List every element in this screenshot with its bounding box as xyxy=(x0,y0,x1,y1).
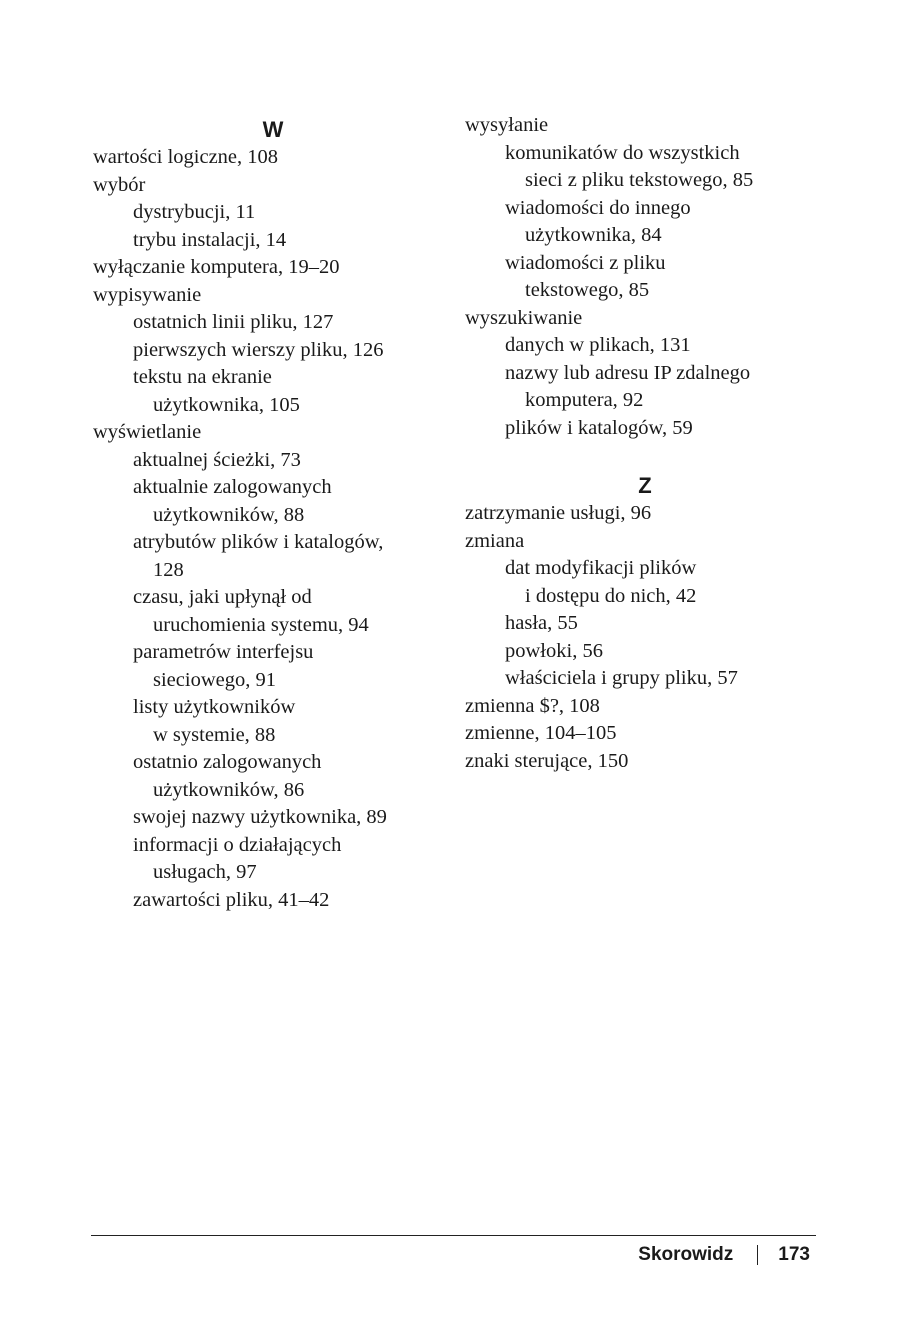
index-entry: powłoki, 56 xyxy=(505,639,603,662)
index-entries-right-top xyxy=(465,112,825,442)
index-entry: czasu, jaki upłynął od xyxy=(133,586,312,608)
index-entry: tekstu na ekranie xyxy=(133,366,272,388)
index-entry: 128 xyxy=(153,558,184,581)
index-entry: wyświetlanie xyxy=(93,421,202,443)
index-entry: wyszukiwanie xyxy=(465,306,583,329)
index-entry: usługach, 97 xyxy=(153,861,257,883)
index-letter-heading: W xyxy=(262,117,284,142)
index-entry: wybór xyxy=(93,173,146,196)
index-letter-heading: Z xyxy=(638,473,652,498)
index-entry: wiadomości z pliku xyxy=(505,251,666,274)
index-entry: użytkowników, 88 xyxy=(153,503,305,526)
index-entry: wyłączanie komputera, 19–20 xyxy=(93,256,340,278)
index-entry: ostatnio zalogowanych xyxy=(133,751,322,773)
index-entry: dystrybucji, 11 xyxy=(133,201,256,223)
footer-section-title: Skorowidz xyxy=(638,1244,734,1265)
page-number: 173 xyxy=(778,1244,810,1265)
page-footer xyxy=(638,1242,810,1268)
index-entry: zmienne, 104–105 xyxy=(465,722,617,744)
index-entry: wypisywanie xyxy=(93,283,202,306)
index-entries-right-bottom xyxy=(465,500,825,775)
index-entry: komputera, 92 xyxy=(525,389,644,411)
index-entry: użytkowników, 86 xyxy=(153,778,305,801)
index-entry: wartości logiczne, 108 xyxy=(93,146,279,168)
index-entry: dat modyfikacji plików xyxy=(505,557,697,579)
index-entry: sieci z pliku tekstowego, 85 xyxy=(525,169,754,191)
index-entry: nazwy lub adresu IP zdalnego xyxy=(505,361,751,384)
index-entry: swojej nazwy użytkownika, 89 xyxy=(133,806,387,828)
index-entry: sieciowego, 91 xyxy=(153,668,276,691)
index-entry: znaki sterujące, 150 xyxy=(465,749,629,772)
index-entry: uruchomienia systemu, 94 xyxy=(153,613,369,636)
index-entry: danych w plikach, 131 xyxy=(505,334,691,356)
index-entry: ostatnich linii pliku, 127 xyxy=(133,311,334,333)
index-entry: hasła, 55 xyxy=(505,612,578,634)
index-entry: i dostępu do nich, 42 xyxy=(525,584,697,607)
index-entry: parametrów interfejsu xyxy=(133,641,314,663)
index-entry: aktualnej ścieżki, 73 xyxy=(133,448,301,471)
index-column-right xyxy=(465,112,825,775)
index-column-left xyxy=(93,112,453,914)
index-entry: aktualnie zalogowanych xyxy=(133,476,332,498)
index-entry: zawartości pliku, 41–42 xyxy=(133,888,330,911)
index-entry: informacji o działających xyxy=(133,833,342,856)
index-entry: w systemie, 88 xyxy=(153,723,276,746)
index-entry: tekstowego, 85 xyxy=(525,279,650,301)
index-entry: atrybutów plików i katalogów, xyxy=(133,531,384,553)
index-entry: zmiana xyxy=(465,529,525,552)
index-entry: komunikatów do wszystkich xyxy=(505,141,740,164)
footer-separator xyxy=(757,1245,758,1265)
index-entry: listy użytkowników xyxy=(133,696,296,718)
index-entry: zatrzymanie usługi, 96 xyxy=(465,502,652,524)
index-entry: wysyłanie xyxy=(465,114,549,136)
footer-rule xyxy=(91,1235,816,1236)
index-entry: wiadomości do innego xyxy=(505,196,691,219)
index-entry: plików i katalogów, 59 xyxy=(505,416,693,439)
index-entry: użytkownika, 105 xyxy=(153,393,300,416)
index-entry: właściciela i grupy pliku, 57 xyxy=(505,667,738,689)
index-entry: zmienna $?, 108 xyxy=(465,694,600,717)
index-entries-left xyxy=(93,144,453,914)
index-entry: pierwszych wierszy pliku, 126 xyxy=(133,338,384,361)
index-entry: trybu instalacji, 14 xyxy=(133,228,287,251)
index-entry: użytkownika, 84 xyxy=(525,224,662,246)
